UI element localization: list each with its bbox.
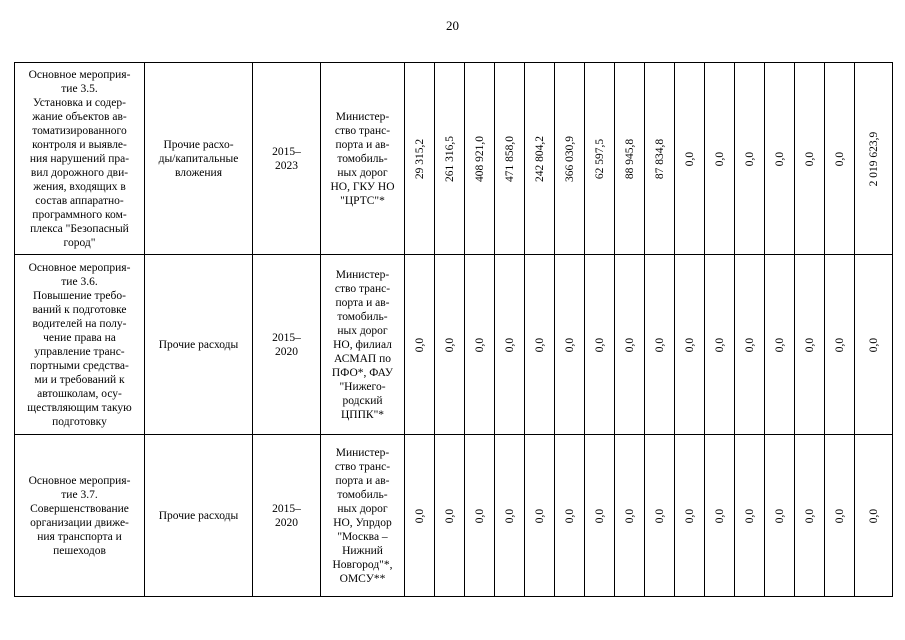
value-text: 0,0 — [773, 151, 786, 166]
program-activities-table — [14, 62, 893, 597]
activity-name-cell-line: Основное мероприя- — [28, 261, 131, 274]
value-text: 0,0 — [803, 337, 816, 352]
value-text: 0,0 — [743, 151, 756, 166]
value-text: 261 316,5 — [443, 135, 456, 182]
expense-type-cell-line: Прочие расходы — [158, 338, 239, 351]
executor-cell-line: Министер- — [335, 110, 390, 123]
period-cell — [253, 63, 321, 255]
value-text: 0,0 — [743, 508, 756, 523]
activity-name-cell-line: томатизированного — [32, 124, 127, 137]
activity-name-cell-line: ваний к подготовке — [32, 303, 127, 316]
executor-cell-line: порта и ав- — [335, 474, 390, 487]
activity-name-cell-line: ществляющим такую — [27, 401, 132, 414]
expense-type-cell — [145, 255, 253, 435]
executor-cell-line: ство транс- — [334, 460, 391, 473]
value-cell — [465, 63, 495, 255]
value-cell — [615, 63, 645, 255]
value-cell — [525, 435, 555, 597]
value-cell — [645, 63, 675, 255]
value-cell — [795, 63, 825, 255]
value-cell — [555, 63, 585, 255]
activity-name-cell-line: организации движе- — [30, 516, 129, 529]
value-text: 29 315,2 — [413, 138, 426, 179]
executor-cell-line: Нижний — [342, 544, 383, 557]
value-text: 0,0 — [623, 337, 636, 352]
table-row — [15, 435, 893, 597]
activity-name-cell-line: состав аппаратно- — [35, 194, 124, 207]
executor-cell-line: порта и ав- — [335, 138, 390, 151]
value-cell — [435, 435, 465, 597]
value-cell — [585, 435, 615, 597]
executor-cell-line: НО, филиал — [333, 338, 392, 351]
value-cell — [525, 255, 555, 435]
executor-cell-line: Новгород"*, — [332, 558, 393, 571]
value-text: 471 858,0 — [503, 135, 516, 182]
value-cell — [645, 255, 675, 435]
value-cell — [435, 63, 465, 255]
activity-name-cell — [15, 435, 145, 597]
executor-cell — [321, 63, 405, 255]
executor-cell — [321, 435, 405, 597]
page-number: 20 — [446, 18, 459, 33]
executor-cell-line: ОМСУ** — [339, 572, 386, 585]
executor-cell-line: НО, Упрдор — [333, 516, 392, 529]
table-row — [15, 255, 893, 435]
value-text: 408 921,0 — [473, 135, 486, 182]
activity-name-cell-line: управление транс- — [34, 345, 125, 358]
value-text: 0,0 — [803, 151, 816, 166]
activity-name-cell-line: жание объектов ав- — [32, 110, 127, 123]
activity-name-cell-line: жения, входящих в — [33, 180, 126, 193]
value-text: 0,0 — [683, 508, 696, 523]
value-cell — [675, 435, 705, 597]
value-text: 0,0 — [413, 508, 426, 523]
activity-name-cell-line: Основное мероприя- — [28, 474, 131, 487]
period-cell-line: 2020 — [275, 516, 298, 529]
value-cell — [855, 63, 893, 255]
value-text: 0,0 — [473, 337, 486, 352]
value-cell — [765, 63, 795, 255]
executor-cell-line: томобиль- — [337, 310, 388, 323]
value-text: 62 597,5 — [593, 138, 606, 179]
value-text: 0,0 — [563, 508, 576, 523]
executor-cell-line: порта и ав- — [335, 296, 390, 309]
period-cell-line: 2015– — [272, 502, 301, 515]
value-text: 0,0 — [743, 337, 756, 352]
activity-name-cell-line: ния нарушений пра- — [29, 152, 130, 165]
value-text: 0,0 — [833, 151, 846, 166]
value-text: 88 945,8 — [623, 138, 636, 179]
executor-cell-line: АСМАП по — [333, 352, 392, 365]
value-text: 0,0 — [773, 337, 786, 352]
value-cell — [465, 255, 495, 435]
value-cell — [585, 255, 615, 435]
value-cell — [555, 255, 585, 435]
value-text: 242 804,2 — [533, 135, 546, 182]
activity-name-cell-line: пешеходов — [53, 544, 106, 557]
expense-type-cell-line: вложения — [175, 166, 222, 179]
value-text: 0,0 — [683, 151, 696, 166]
executor-cell-line: ных дорог — [337, 502, 388, 515]
expense-type-cell — [145, 435, 253, 597]
value-text: 0,0 — [867, 337, 880, 352]
value-cell — [735, 255, 765, 435]
value-cell — [855, 255, 893, 435]
value-text: 0,0 — [503, 508, 516, 523]
value-text: 0,0 — [563, 337, 576, 352]
activity-name-cell-line: Повышение требо- — [33, 289, 126, 302]
executor-cell-line: Министер- — [335, 268, 390, 281]
executor-cell-line: НО, ГКУ НО — [330, 180, 395, 193]
value-text: 0,0 — [593, 337, 606, 352]
value-text: 0,0 — [443, 508, 456, 523]
period-cell-line: 2023 — [275, 159, 298, 172]
activity-name-cell-line: Основное мероприя- — [28, 68, 131, 81]
value-text: 2 019 623,9 — [867, 131, 880, 186]
activity-name-cell-line: Совершенствование — [30, 502, 129, 515]
value-text: 0,0 — [773, 508, 786, 523]
value-text: 0,0 — [867, 508, 880, 523]
value-cell — [825, 63, 855, 255]
value-text: 366 030,9 — [563, 135, 576, 182]
value-cell — [825, 255, 855, 435]
value-text: 0,0 — [683, 337, 696, 352]
activity-name-cell-line: тие 3.5. — [61, 82, 98, 95]
executor-cell-line: ство транс- — [334, 282, 391, 295]
activity-name-cell-line: ния транспорта и — [37, 530, 122, 543]
value-cell — [765, 255, 795, 435]
executor-cell-line: "Нижего- — [339, 380, 386, 393]
value-text: 0,0 — [533, 508, 546, 523]
expense-type-cell-line: Прочие расходы — [158, 509, 239, 522]
activity-name-cell — [15, 255, 145, 435]
value-cell — [525, 63, 555, 255]
value-cell — [495, 435, 525, 597]
value-cell — [435, 255, 465, 435]
value-text: 0,0 — [503, 337, 516, 352]
value-text: 0,0 — [803, 508, 816, 523]
executor-cell-line: ство транс- — [334, 124, 391, 137]
value-cell — [615, 435, 645, 597]
value-text: 0,0 — [653, 337, 666, 352]
value-text: 0,0 — [443, 337, 456, 352]
value-cell — [585, 63, 615, 255]
executor-cell-line: "ЦРТС"* — [340, 194, 385, 207]
value-text: 0,0 — [833, 337, 846, 352]
value-cell — [705, 435, 735, 597]
activity-name-cell-line: водителей на полу- — [32, 317, 127, 330]
executor-cell — [321, 255, 405, 435]
value-text: 0,0 — [593, 508, 606, 523]
value-text: 0,0 — [623, 508, 636, 523]
value-cell — [465, 435, 495, 597]
value-text: 0,0 — [533, 337, 546, 352]
value-cell — [735, 435, 765, 597]
executor-cell-line: "Москва – — [337, 530, 388, 543]
value-cell — [615, 255, 645, 435]
value-cell — [645, 435, 675, 597]
activity-name-cell-line: контроля и выявле- — [32, 138, 127, 151]
value-cell — [825, 435, 855, 597]
expense-type-cell-line: ды/капитальные — [158, 152, 239, 165]
value-text: 0,0 — [713, 151, 726, 166]
executor-cell-line: родский — [342, 394, 383, 407]
period-cell-line: 2015– — [272, 145, 301, 158]
executor-cell-line: ных дорог — [337, 324, 388, 337]
executor-cell-line: томобиль- — [337, 488, 388, 501]
value-cell — [675, 63, 705, 255]
value-cell — [405, 255, 435, 435]
executor-cell-line: ных дорог — [337, 166, 388, 179]
value-cell — [705, 63, 735, 255]
value-text: 0,0 — [713, 508, 726, 523]
value-text: 0,0 — [713, 337, 726, 352]
value-cell — [495, 63, 525, 255]
activity-name-cell-line: автошколам, осу- — [37, 387, 122, 400]
activity-name-cell-line: плекса "Безопасный — [30, 222, 129, 235]
value-cell — [705, 255, 735, 435]
activity-name-cell-line: чение права на — [43, 331, 116, 344]
activity-name-cell-line: программного ком- — [32, 208, 127, 221]
period-cell — [253, 435, 321, 597]
value-cell — [405, 63, 435, 255]
activity-name-cell-line: тие 3.6. — [61, 275, 98, 288]
expense-type-cell — [145, 63, 253, 255]
activity-name-cell-line: портными средства- — [30, 359, 129, 372]
value-text: 87 834,8 — [653, 138, 666, 179]
value-cell — [675, 255, 705, 435]
activity-name-cell-line: подготовку — [52, 415, 107, 428]
executor-cell-line: томобиль- — [337, 152, 388, 165]
expense-type-cell-line: Прочие расхо- — [163, 138, 234, 151]
value-cell — [855, 435, 893, 597]
value-cell — [555, 435, 585, 597]
value-cell — [795, 435, 825, 597]
activity-name-cell-line: тие 3.7. — [61, 488, 98, 501]
value-text: 0,0 — [653, 508, 666, 523]
value-cell — [765, 435, 795, 597]
activity-name-cell-line: Установка и содер- — [33, 96, 126, 109]
period-cell — [253, 255, 321, 435]
value-text: 0,0 — [413, 337, 426, 352]
executor-cell-line: Министер- — [335, 446, 390, 459]
executor-cell-line: ЦППК"* — [340, 408, 385, 421]
value-cell — [735, 63, 765, 255]
value-cell — [405, 435, 435, 597]
value-text: 0,0 — [473, 508, 486, 523]
executor-cell-line: ПФО*, ФАУ — [331, 366, 394, 379]
value-cell — [795, 255, 825, 435]
value-text: 0,0 — [833, 508, 846, 523]
table-row — [15, 63, 893, 255]
period-cell-line: 2015– — [272, 331, 301, 344]
value-cell — [495, 255, 525, 435]
period-cell-line: 2020 — [275, 345, 298, 358]
activity-name-cell-line: вил дорожного дви- — [30, 166, 129, 179]
activity-name-cell-line: город" — [63, 236, 96, 249]
activity-name-cell-line: ми и требований к — [34, 373, 125, 386]
activity-name-cell — [15, 63, 145, 255]
